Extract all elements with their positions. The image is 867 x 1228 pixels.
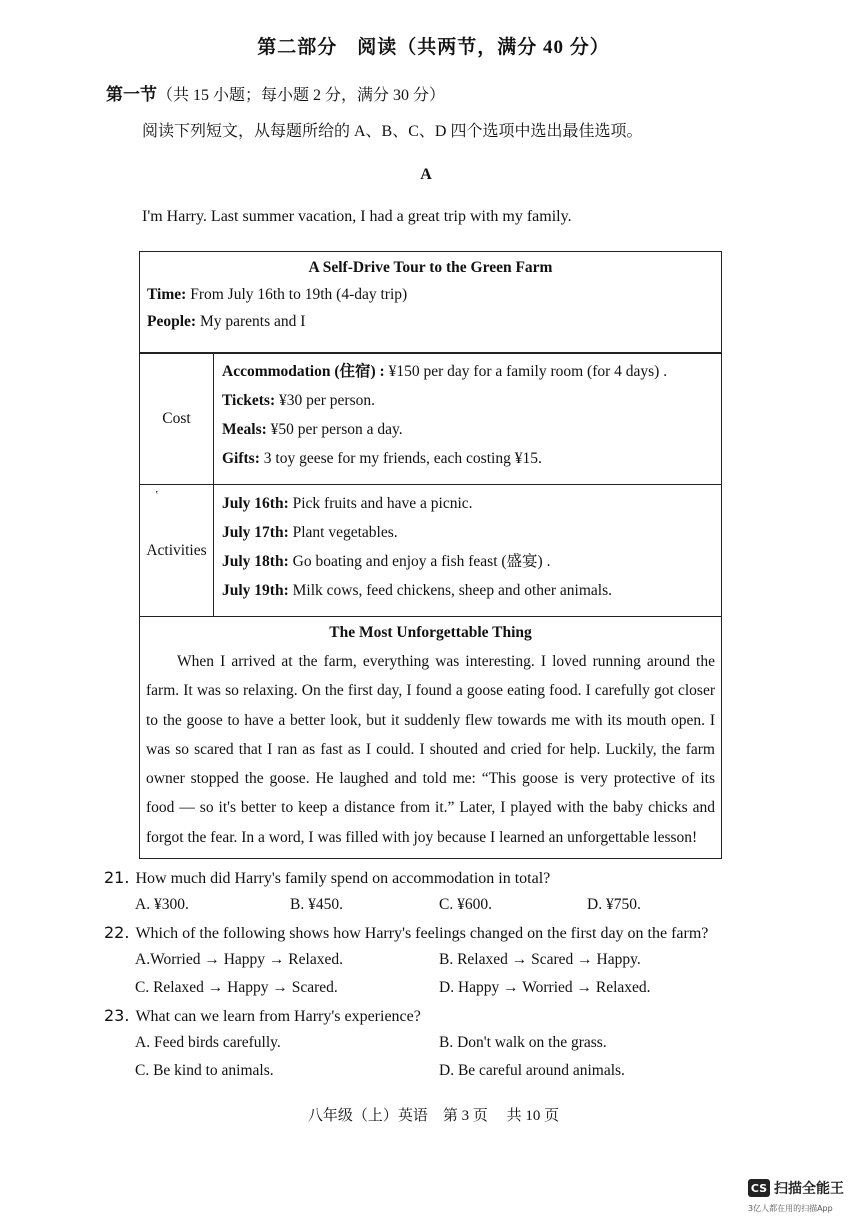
option-22b[interactable]: B. Relaxed → Scared → Happy. (439, 951, 641, 968)
section-detail: （共 15 小题；每小题 2 分，满分 30 分） (157, 87, 446, 104)
cost-item (222, 419, 721, 440)
activity-item (222, 580, 721, 601)
story-text: When I arrived at the farm, everything was interesting. I loved running around the farm. It was so relaxing. On the first day, I found a goose eating food. I carefully got closer to the goose to have a better look, but it suddenly flew towards me with its mouth open. I was so scared that I ran as fast as I could. I shouted and cried for help. Luckily, the farm owner stopped the goose. He laughed and told me: “This goose is very protective of its food — so it's better to keep a distance from it.” Later, I played with the baby chicks and forgot the fear. In a word, I was filled with joy because I learned an unforgettable lesson! (146, 653, 715, 846)
cost-key: Tickets: (222, 392, 276, 409)
scanner-logo-icon: CS (748, 1179, 770, 1197)
tour-people-label: People: (147, 313, 197, 330)
passage-intro: I'm Harry. Last summer vacation, I had a great trip with my family. (142, 208, 572, 225)
part-title: 第二部分 阅读（共两节，满分 40 分） (257, 37, 610, 58)
activity-day: July 16th: (222, 495, 289, 512)
cost-key: Meals: (222, 421, 267, 438)
cost-value: ¥50 per person a day. (266, 421, 403, 438)
cost-value: ¥150 per day for a family room (for 4 days) . (384, 363, 668, 380)
option-22c[interactable]: C. Relaxed → Happy → Scared. (135, 979, 338, 996)
scanner-badge (748, 1178, 844, 1198)
section-label: 第一节 (106, 85, 157, 104)
activities-label: Activities (140, 485, 214, 616)
tour-time-label: Time: (147, 286, 187, 303)
cost-key: Accommodation (住宿) : (222, 363, 385, 380)
passage-letter: A (420, 166, 432, 183)
cost-value: 3 toy geese for my friends, each costing ¥15. (259, 450, 542, 467)
scanner-tagline: 3亿人都在用的扫描App (748, 1204, 833, 1213)
cost-label: Cost (140, 353, 214, 484)
question-number: 21. (104, 868, 130, 887)
page-footer: 八年级（上）英语 第 3 页 共 10 页 (307, 1108, 560, 1124)
option-23c[interactable]: C. Be kind to animals. (135, 1062, 274, 1079)
option-21c[interactable]: C. ¥600. (439, 896, 492, 913)
option-22a[interactable]: A.Worried → Happy → Relaxed. (135, 951, 343, 968)
tour-title: A Self-Drive Tour to the Green Farm (308, 259, 553, 276)
tour-time-value: From July 16th to 19th (4-day trip) (186, 286, 408, 303)
section-title (106, 80, 445, 105)
question-number: 23. (104, 1006, 130, 1025)
question-text: What can we learn from Harry's experience? (135, 1008, 421, 1025)
activity-item (222, 493, 721, 514)
activity-item (222, 551, 721, 572)
story-title: The Most Unforgettable Thing (329, 624, 532, 641)
activity-desc: Pick fruits and have a picnic. (288, 495, 473, 512)
activity-day: July 18th: (222, 553, 289, 570)
instruction: 阅读下列短文，从每题所给的 A、B、C、D 四个选项中选出最佳选项。 (142, 123, 643, 140)
cost-key: Gifts: (222, 450, 260, 467)
cost-value: ¥30 per person. (275, 392, 375, 409)
tour-people (147, 313, 721, 331)
activities-row (139, 484, 722, 617)
option-22d[interactable]: D. Happy → Worried → Relaxed. (439, 979, 651, 996)
question-22 (104, 923, 708, 943)
activity-desc: Go boating and enjoy a fish feast (盛宴) . (288, 553, 551, 570)
question-23 (104, 1006, 421, 1026)
question-number: 22. (104, 923, 130, 942)
activity-desc: Plant vegetables. (288, 524, 398, 541)
stray-mark: ‛ (155, 489, 159, 501)
story-box (139, 616, 722, 859)
cost-row (139, 352, 722, 485)
tour-header-box (139, 251, 722, 354)
tour-people-value: My parents and I (196, 313, 306, 330)
cost-item (222, 361, 721, 382)
activity-day: July 19th: (222, 582, 289, 599)
cost-item (222, 448, 721, 469)
option-23b[interactable]: B. Don't walk on the grass. (439, 1034, 607, 1051)
option-21a[interactable]: A. ¥300. (135, 896, 189, 913)
activity-day: July 17th: (222, 524, 289, 541)
option-23d[interactable]: D. Be careful around animals. (439, 1062, 625, 1079)
activity-desc: Milk cows, feed chickens, sheep and other animals. (288, 582, 613, 599)
cost-list (214, 353, 721, 484)
tour-time (147, 286, 721, 304)
question-text: Which of the following shows how Harry's feelings changed on the first day on the farm? (135, 925, 709, 942)
activities-list (214, 485, 721, 616)
option-21d[interactable]: D. ¥750. (587, 896, 641, 913)
option-23a[interactable]: A. Feed birds carefully. (135, 1034, 281, 1051)
scanner-name: 扫描全能王 (774, 1181, 844, 1197)
question-21 (104, 868, 550, 888)
question-text: How much did Harry's family spend on accommodation in total? (135, 870, 551, 887)
option-21b[interactable]: B. ¥450. (290, 896, 343, 913)
activity-item (222, 522, 721, 543)
cost-item (222, 390, 721, 411)
